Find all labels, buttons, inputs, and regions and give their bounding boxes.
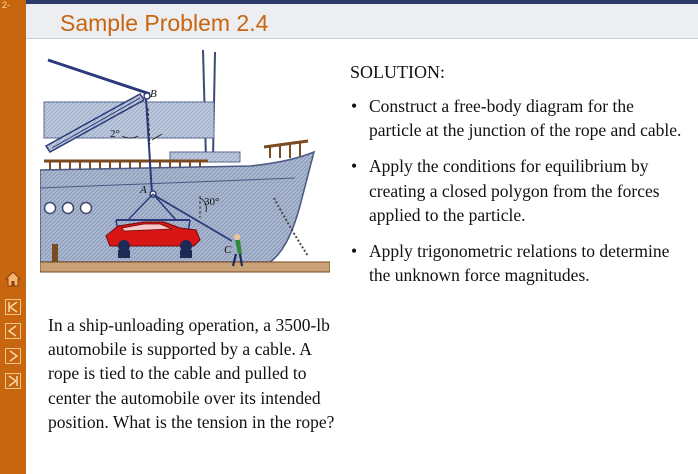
problem-statement: In a ship-unloading operation, a 3500-lb automobile is supported by a cable. A rope is tied to the cable and pulled to center the automobile over its intended position. What is the tension in the rope? [48,315,335,432]
bullet-icon: • [351,96,358,116]
ship-crane-illustration [40,48,330,278]
solution-steps [350,94,690,299]
label-b: B [150,88,157,100]
left-sidebar [0,0,26,474]
solution-step-text: Construct a free-body diagram for the particle at the junction of the rope and cable. [369,96,682,141]
previous-page-icon[interactable] [5,323,21,339]
solution-step [350,239,690,287]
home-icon[interactable] [5,271,21,287]
angle-rope-label: 30° [204,196,220,208]
solution-step [350,94,690,142]
angle-cable-label: 2° [110,128,120,140]
solution-step-text: Apply trigonometric relations to determine the unknown force magnitudes. [369,241,670,286]
title-bar [26,4,698,39]
slide-title: Sample Problem 2.4 [60,10,269,36]
solution-heading: SOLUTION: [350,62,445,82]
solution-step-text: Apply the conditions for equilibrium by creating a closed polygon from the forces applied to the particle. [369,156,660,225]
first-page-icon[interactable] [5,299,21,315]
next-page-icon[interactable] [5,348,21,364]
last-page-icon[interactable] [5,373,21,389]
solution-step [350,154,690,227]
corner-mark: 2- [2,0,11,10]
label-c: C [224,244,232,256]
bullet-icon: • [351,156,358,177]
label-a: A [140,184,147,196]
bullet-icon: • [351,241,358,262]
